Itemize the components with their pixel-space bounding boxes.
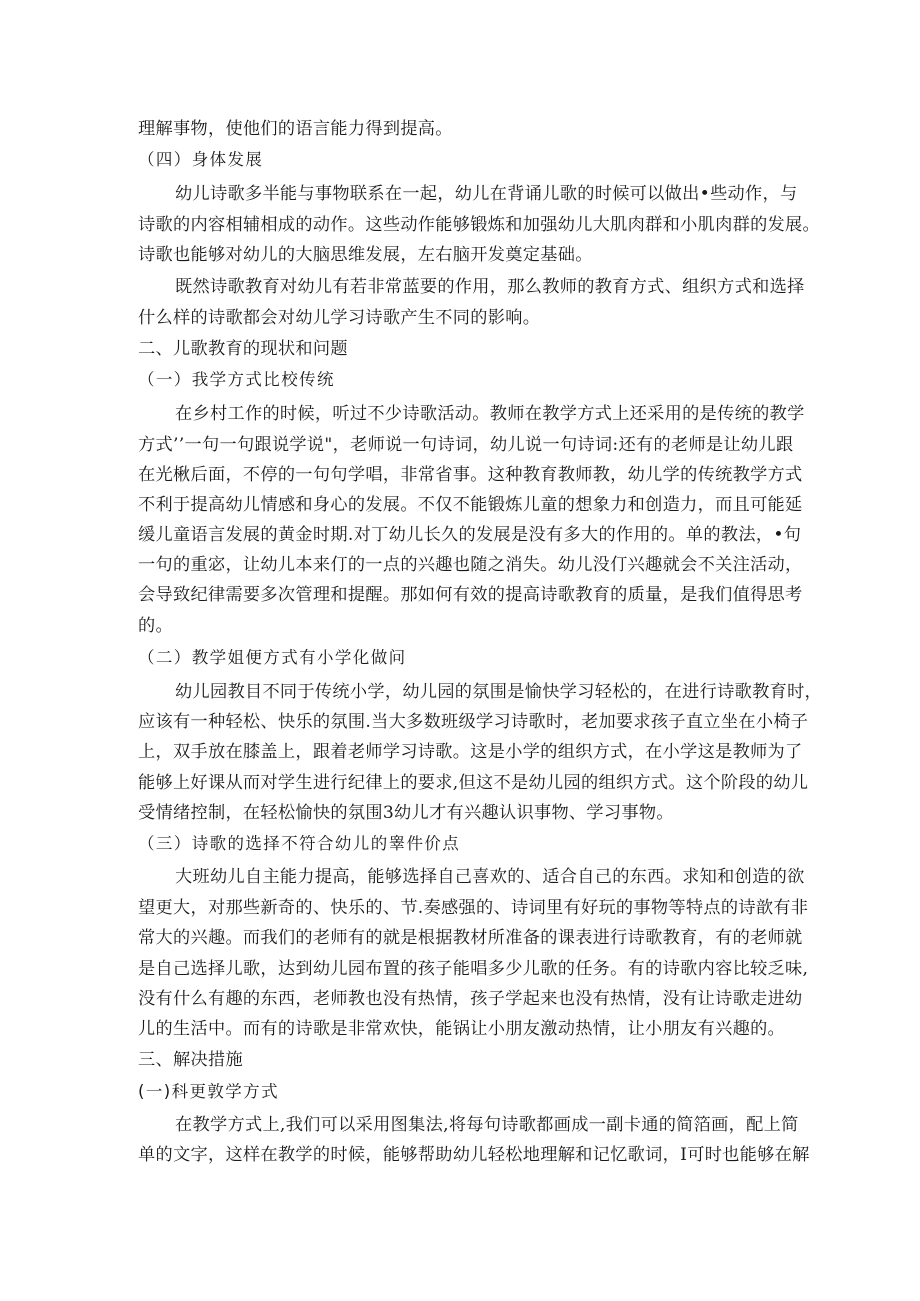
- body-text-line: 常大的兴趣。而我们的老师有的就是根据教材所准备的课表进行诗歌教育，有的老师就: [138, 928, 803, 948]
- subsection-heading: （四）身体发展: [138, 150, 264, 169]
- body-text-line: 会导致纪律需要多次管理和提醒。那如何有效的提高诗歌教育的质量，是我们值得思考: [138, 585, 803, 605]
- paragraph-first-line: 幼儿园教目不同于传统小学，幼儿园的氛围是愉快学习轻松的，在进行诗歌教育时，: [175, 682, 823, 702]
- paragraph-first-line: 大班幼儿自主能力提高，能够选择自己喜欢的、适合自己的东西。求知和创造的欲: [175, 867, 805, 887]
- body-text-line: 上，双手放在膝盖上，跟着老师学习诗歌。这是小学的组织方式，在小学这是教师为了: [138, 742, 803, 762]
- body-text-line: 单的文字，这样在教学的时候，能够帮助幼儿轻松地理解和记忆歌词，I可时也能够在解: [138, 1145, 810, 1165]
- body-text-line: 受情绪控制，在轻松愉快的氛围3幼儿才有兴趣认识事物、学习事物。: [138, 803, 674, 823]
- body-text-line: 应该有一种轻松、快乐的氛围.当大多数班级学习诗歌时，老加要求孩子直立坐在小椅子: [138, 712, 809, 732]
- body-text-line: 缓儿童语言发展的黄金时期.对丁幼儿长久的发展是没有多大的作用的。单的教法，•句: [138, 525, 802, 545]
- body-text-line: 理解事物，使他们的语言能力得到提高。: [138, 119, 453, 139]
- body-text-line: 诗歌也能够对幼儿的大脑思维发展，左右脑开发奠定基础。: [138, 245, 593, 265]
- body-text-line: 能够上好课从而对学生进行纪律上的要求,但这不是幼儿园的组织方式。这个阶段的幼儿: [138, 773, 809, 793]
- subsection-heading: (一)科更敦学方式: [138, 1082, 279, 1101]
- paragraph-first-line: 幼儿诗歌多半能与事物联系在一起，幼儿在背诵儿歌的时候可以做出•些动作，与: [175, 184, 798, 204]
- body-text-line: 一句的重宓，让幼儿本来仃的一点的兴趣也随之消失。幼儿没仃兴趣就会不关注活动，: [138, 555, 803, 575]
- body-text-line: 的。: [138, 616, 173, 636]
- paragraph-first-line: 在教学方式上,我们可以采用图集法,将每句诗歌都画成一副卡通的简箔画，配上简: [175, 1115, 799, 1135]
- body-text-line: 儿的生活中。而有的诗歌是非常欢快，能锅让小朋友激动热情，让小朋友有兴趣的。: [138, 1019, 786, 1039]
- section-heading: 三、解决措施: [138, 1050, 243, 1070]
- body-text-line: 什么样的诗歌都会对幼儿学习诗歌产生不同的影响。: [138, 308, 541, 328]
- subsection-heading: （一）我学方式比校传统: [138, 370, 335, 389]
- body-text-line: 在光楸后面，不停的一句句学唱，非常省事。这种教育教师教，幼儿学的传统教学方式: [138, 465, 803, 485]
- paragraph-first-line: 既然诗歌教育对幼儿有若非常蓝要的作用，那么教师的教育方式、组织方式和选择: [175, 277, 805, 297]
- body-text-line: 没有什么有趣的东西，老师教也没有热情，孩子学起来也没有热情，没有让诗歌走进幼: [138, 989, 803, 1009]
- body-text-line: 是自己选择儿歌，达到幼儿园布置的孩子能唱多少儿歌的任务。有的诗歌内容比较乏味,: [138, 959, 809, 979]
- body-text-line: 望更大，对那些新奇的、快乐的、节.奏感强的、诗词里有好玩的事物等特点的诗歆有非: [138, 898, 809, 918]
- body-text-line: 诗歌的内容相辅相成的动作。这些动作能够锻炼和加强幼儿大肌肉群和小肌肉群的发展。: [138, 215, 821, 235]
- section-heading: 二、儿歌教育的现状和问题: [138, 339, 348, 359]
- body-text-line: 不利于提高幼儿情感和身心的发展。不仅不能锻炼儿童的想象力和创造力，而且可能延: [138, 495, 803, 515]
- subsection-heading: （三）诗歌的选择不符合幼儿的睾件价点: [138, 834, 461, 853]
- subsection-heading: （二）教学姐便方式有小学化做问: [138, 648, 407, 667]
- body-text-line: 方式’’一句一句跟说学说"，老师说一句诗词，幼儿说一句诗词:还有的老师是让幼儿跟: [138, 435, 794, 455]
- paragraph-first-line: 在乡村工作的时候，听过不少诗歌活动。教师在教学方式上还采用的是传统的教学: [175, 404, 805, 424]
